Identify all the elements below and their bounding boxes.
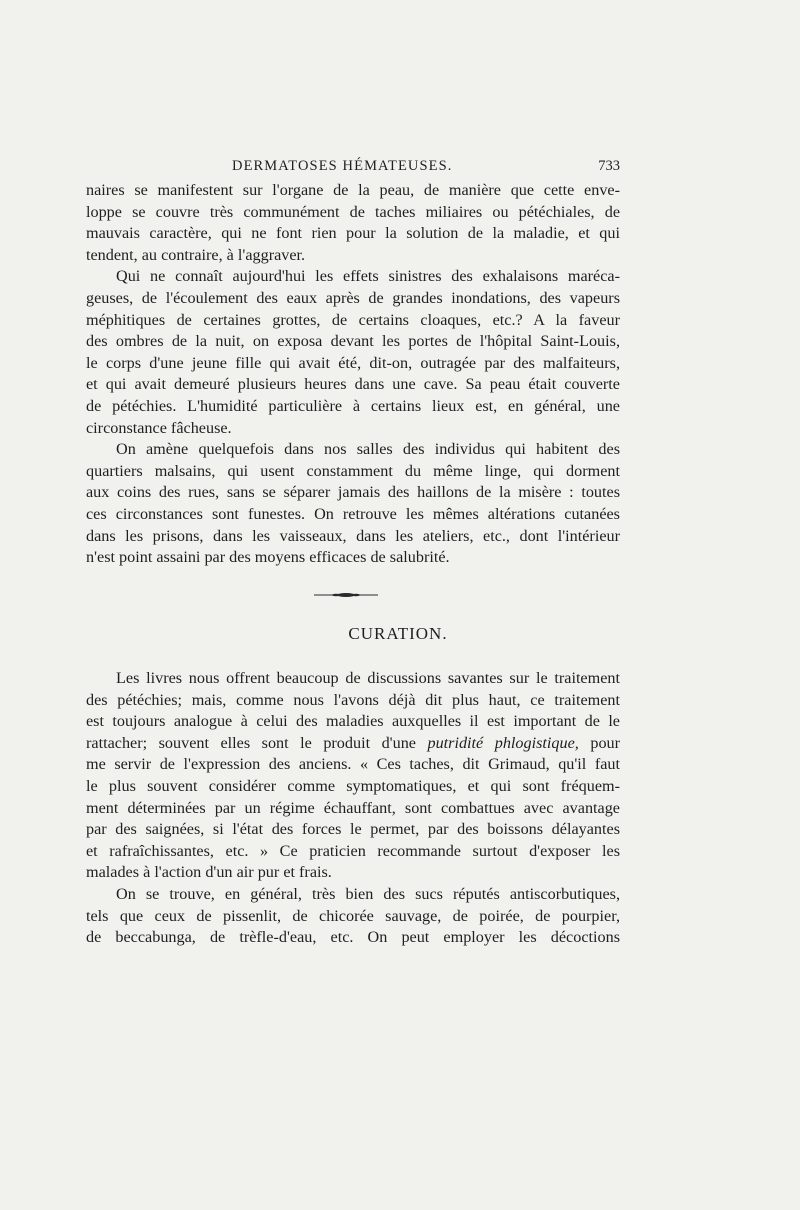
text-line: de beccabunga, de trèfle-d'eau, etc. On peut employer les décoctions xyxy=(86,928,620,947)
text-line: ces circonstances sont funestes. On retrouve les mêmes altérations cutanées xyxy=(86,504,620,523)
text-line-with-italic xyxy=(86,733,620,755)
text-line: me servir de l'expression des anciens. « Ces taches, dit Grimaud, qu'il faut xyxy=(86,755,620,774)
text-line: Qui ne connaît aujourd'hui les effets sinistres des exhalaisons maréca- xyxy=(116,267,620,286)
text-line: Les livres nous offrent beaucoup de discussions savantes sur le traitement xyxy=(116,669,620,687)
italic-phrase: putridité phlogistique, xyxy=(427,733,579,752)
text-line: des ombres de la nuit, on exposa devant les portes de l'hôpital Saint-Louis, xyxy=(86,332,620,351)
text-line: et rafraîchissantes, etc. » Ce praticien recommande surtout d'exposer les xyxy=(86,841,620,860)
running-head xyxy=(86,158,620,178)
text-line: geuses, de l'écoulement des eaux après de grandes inondations, des vapeurs xyxy=(86,288,620,307)
text-line: On se trouve, en général, très bien des sucs réputés antiscorbutiques, xyxy=(116,884,620,903)
text-line: malades à l'action d'un air pur et frais. xyxy=(86,863,332,882)
text-line: est toujours analogue à celui des maladies auxquelles il est important de le xyxy=(86,712,620,731)
text-line: et qui avait demeuré plusieurs heures dans une cave. Sa peau était couverte xyxy=(86,375,620,394)
text-line: loppe se couvre très communément de taches miliaires ou pétéchiales, de xyxy=(86,202,620,221)
text-line: par des saignées, si l'état des forces le permet, par des boissons délayantes xyxy=(86,820,620,839)
text-line: le plus souvent considérer comme symptomatiques, et qui sont fréquem- xyxy=(86,776,620,795)
text-line: tels que ceux de pissenlit, de chicorée sauvage, de poirée, de pourpier, xyxy=(86,906,620,925)
section-heading-text: CURATION. xyxy=(348,624,448,643)
text-line: On amène quelquefois dans nos salles des individus qui habitent des xyxy=(116,440,620,459)
text-line: circonstance fâcheuse. xyxy=(86,418,232,437)
text-span: pour xyxy=(590,733,621,752)
page-number: 733 xyxy=(598,158,620,174)
section-divider-ornament xyxy=(314,592,378,598)
intro-text xyxy=(86,180,620,569)
curation-text xyxy=(86,668,620,949)
text-line: ment déterminées par un régime échauffant, sont combattues avec avantage xyxy=(86,798,620,817)
text-line: méphitiques de certaines grottes, de certains cloaques, etc.? A la faveur xyxy=(86,310,620,329)
section-heading xyxy=(0,624,800,644)
text-line: aux coins des rues, sans se séparer jamais des haillons de la misère : toutes xyxy=(86,483,620,502)
text-line: le corps d'une jeune fille qui avait été, dit-on, outragée par des malfaiteurs, xyxy=(86,353,620,372)
text-line: des pétéchies; mais, comme nous l'avons déjà dit plus haut, ce traitement xyxy=(86,690,620,709)
text-line: dans les prisons, dans les vaisseaux, dans les ateliers, etc., dont l'intérieur xyxy=(86,526,620,545)
text-line: n'est point assaini par des moyens efficaces de salubrité. xyxy=(86,548,450,567)
text-line: de pétéchies. L'humidité particulière à certains lieux est, en général, une xyxy=(86,396,620,415)
text-span: rattacher; souvent elles sont le produit d'une xyxy=(86,733,416,752)
text-line: tendent, au contraire, à l'aggraver. xyxy=(86,245,306,264)
text-line: naires se manifestent sur l'organe de la peau, de manière que cette enve- xyxy=(86,181,620,199)
text-line: quartiers malsains, qui usent constamment du même linge, qui dorment xyxy=(86,461,620,480)
running-title: DERMATOSES HÉMATEUSES. xyxy=(232,158,453,174)
text-line: mauvais caractère, qui ne font rien pour la solution de la maladie, et qui xyxy=(86,224,620,243)
